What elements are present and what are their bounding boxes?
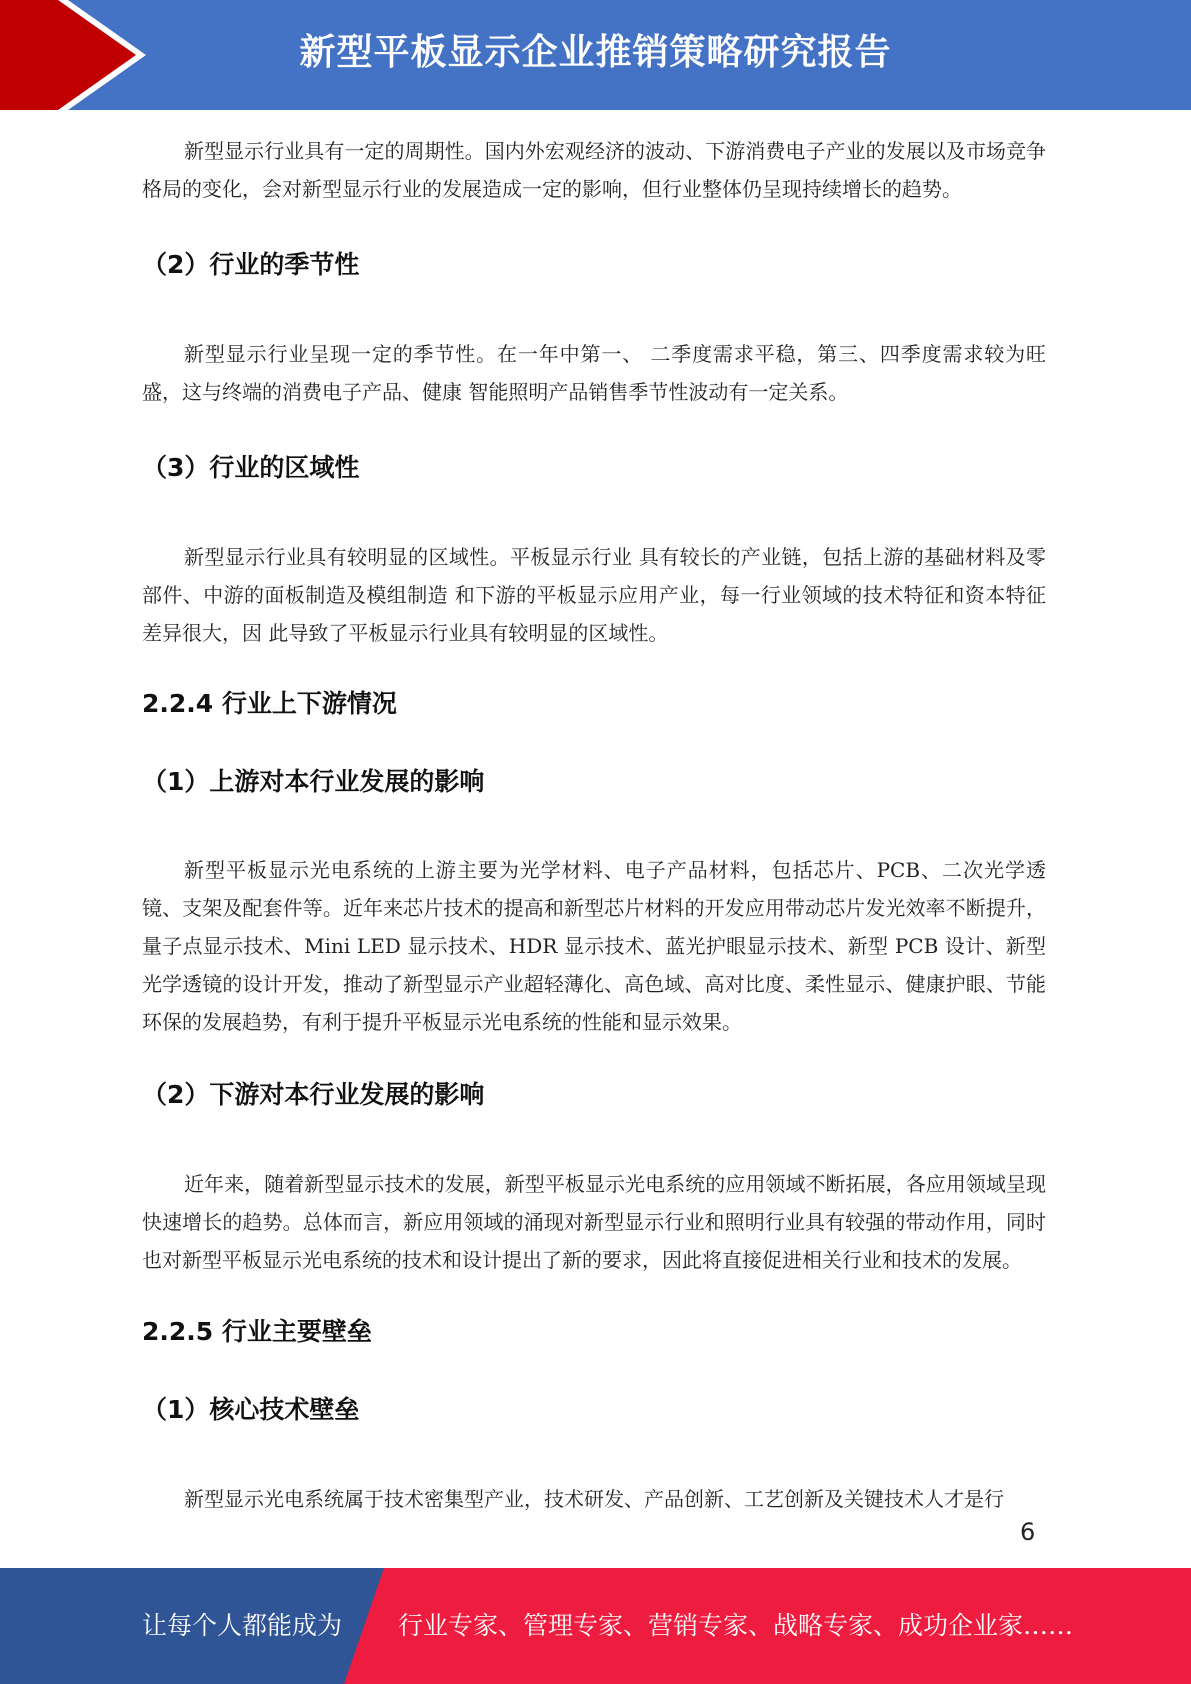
- page-header: [0, 0, 1191, 110]
- document-body: [142, 132, 1046, 1518]
- paragraph-core-tech: 新型显示光电系统属于技术密集型产业，技术研发、产品创新、工艺创新及关键技术人才是行: [184, 1487, 1004, 1511]
- heading-regional: （3）行业的区域性: [142, 453, 360, 482]
- paragraph-downstream: 近年来，随着新型显示技术的发展，新型平板显示光电系统的应用领域不断拓展，各应用领域呈现快速增长的趋势。总体而言，新应用领域的涌现对新型显示行业和照明行业具有较强的带动作用，同时也对新型平板显示光电系统的技术和设计提出了新的要求，因此将直接促进相关行业和技术的发展。: [142, 1172, 1046, 1272]
- section-heading-2-2-5: 2.2.5 行业主要壁垒: [142, 1317, 372, 1346]
- footer-slogan-right: 行业专家、管理专家、营销专家、战略专家、成功企业家……: [398, 1611, 1074, 1640]
- footer-slogan-left: 让每个人都能成为: [142, 1611, 343, 1640]
- heading-core-tech: （1）核心技术壁垒: [142, 1395, 360, 1424]
- paragraph-cyclical: 新型显示行业具有一定的周期性。国内外宏观经济的波动、下游消费电子产业的发展以及市场竞争格局的变化，会对新型显示行业的发展造成一定的影响，但行业整体仍呈现持续增长的趋势。: [142, 139, 1046, 201]
- page-footer: [0, 1568, 1191, 1684]
- section-heading-2-2-4: 2.2.4 行业上下游情况: [142, 689, 397, 718]
- paragraph-regional: 新型显示行业具有较明显的区域性。平板显示行业 具有较长的产业链，包括上游的基础材料及零部件、中游的面板制造及模组制造 和下游的平板显示应用产业，每一行业领域的技术特征和资本特征差异很大，因 此导致了平板显示行业具有较明显的区域性。: [142, 545, 1046, 645]
- paragraph-seasonal: 新型显示行业呈现一定的季节性。在一年中第一、 二季度需求平稳，第三、四季度需求较为旺盛，这与终端的消费电子产品、健康 智能照明产品销售季节性波动有一定关系。: [142, 342, 1046, 404]
- heading-upstream: （1）上游对本行业发展的影响: [142, 767, 485, 796]
- heading-downstream: （2）下游对本行业发展的影响: [142, 1080, 485, 1109]
- page-number: 6: [1020, 1518, 1036, 1546]
- heading-seasonal: （2）行业的季节性: [142, 250, 360, 279]
- paragraph-upstream: 新型平板显示光电系统的上游主要为光学材料、电子产品材料，包括芯片、PCB、二次光学透镜、支架及配套件等。近年来芯片技术的提高和新型芯片材料的开发应用带动芯片发光效率不断提升，量子点显示技术、Mini LED 显示技术、HDR 显示技术、蓝光护眼显示技术、新型 PCB 设计、新型光学透镜的设计开发，推动了新型显示产业超轻薄化、高色域、高对比度、柔性显示、健康护眼、节能环保的发展趋势，有利于提升平板显示光电系统的性能和显示效果。: [142, 858, 1046, 1034]
- report-title: 新型平板显示企业推销策略研究报告: [299, 32, 892, 73]
